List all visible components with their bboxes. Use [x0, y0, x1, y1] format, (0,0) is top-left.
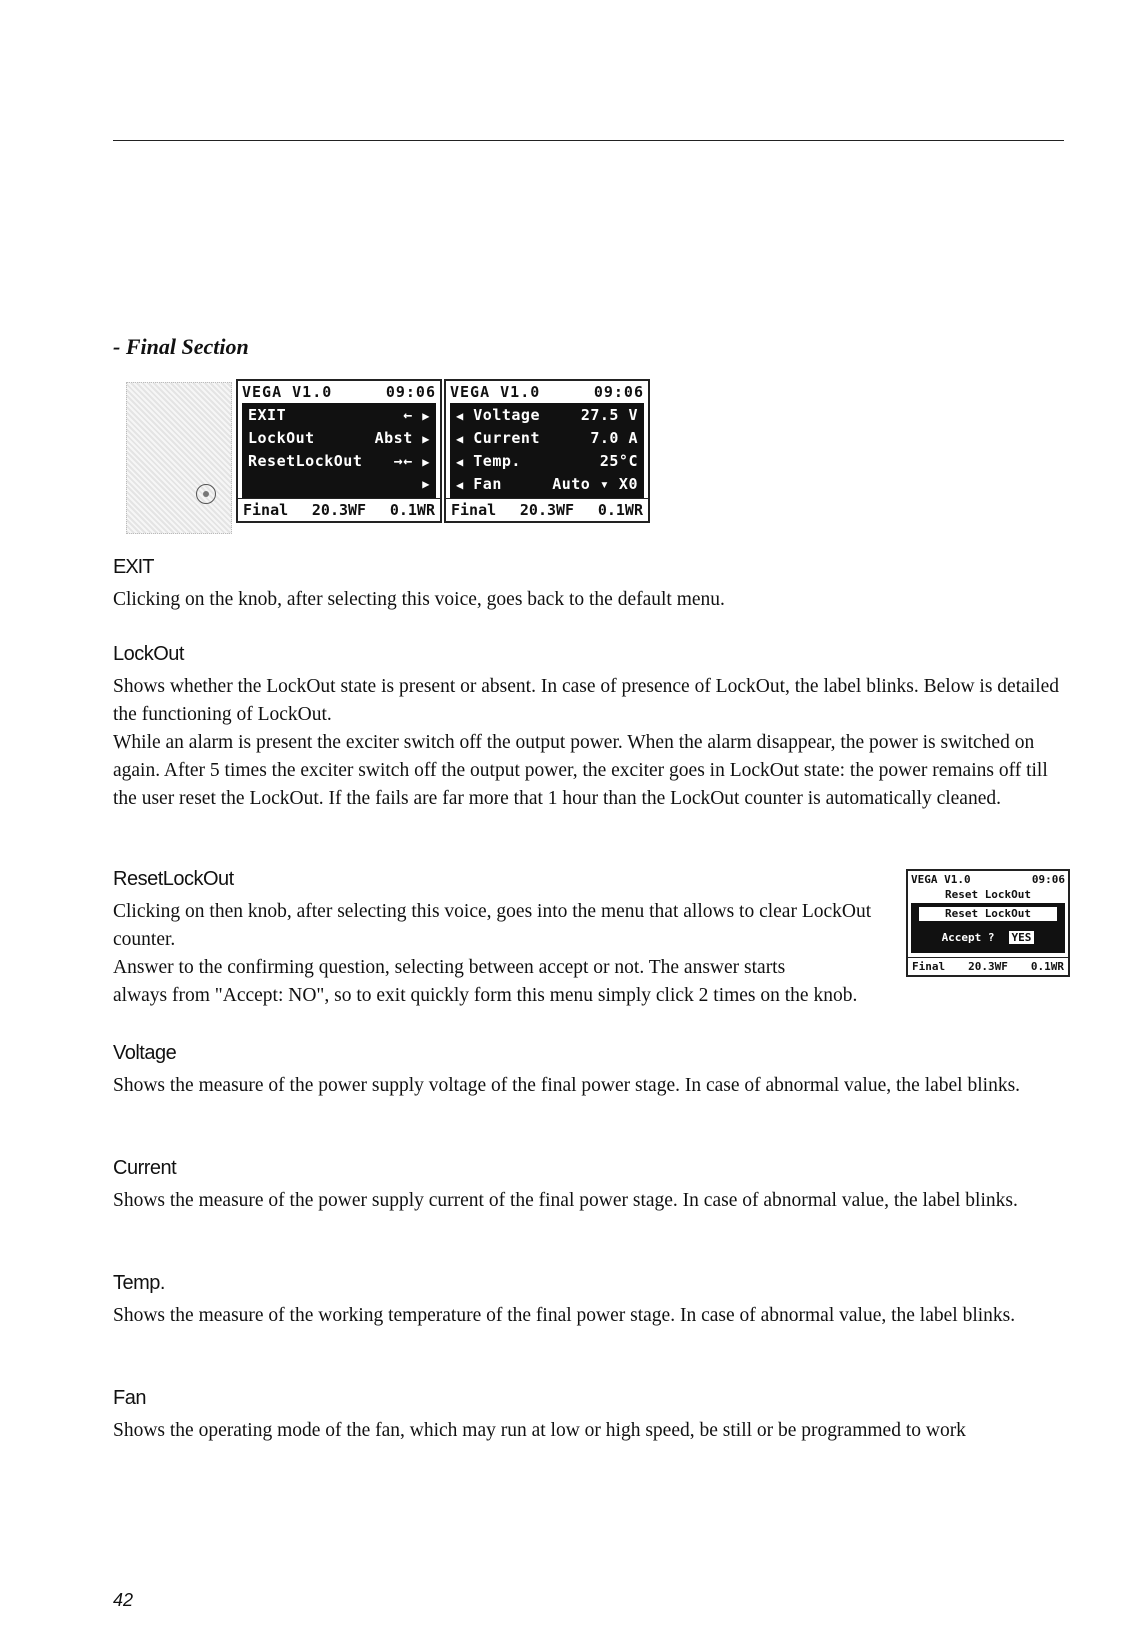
- right-arrow-icon: ▶: [422, 476, 430, 491]
- left-arrow-icon: ◀: [456, 408, 464, 423]
- page-number: 42: [113, 1590, 134, 1610]
- lcd-menu-item-fan: ◀ Fan Auto ▾ X0: [456, 474, 638, 493]
- heading-voltage: Voltage: [113, 1042, 177, 1064]
- lcd-menu-item-exit: EXIT ← ▶: [248, 405, 430, 424]
- heading-lockout: LockOut: [113, 643, 184, 665]
- knob-icon: [196, 484, 216, 504]
- lcd-menu-item-current: ◀ Current 7.0 A: [456, 428, 638, 447]
- lcd-screen-reset-lockout: [906, 869, 1070, 977]
- right-arrow-icon: ▶: [422, 431, 430, 446]
- lcd-header-title: VEGA V1.0: [242, 383, 333, 401]
- text-lockout-1: Shows whether the LockOut state is present or absent. In case of presence of LockOut, the label blinks. Below is detailed the functioning of LockOut.: [113, 676, 1060, 725]
- text-resetlockout-2: Answer to the confirming question, selecting between accept or not. The answer starts: [113, 957, 786, 978]
- lcd-header-time: 09:06: [385, 383, 436, 401]
- lcd-footer-label: Final: [243, 501, 289, 519]
- lcd-footer-reflected: 0.1WR: [389, 501, 435, 519]
- lcd-footer-forward: 20.3WF: [519, 501, 575, 519]
- lcd-header-title: VEGA V1.0: [911, 873, 971, 886]
- text-resetlockout-3: always from "Accept: NO", so to exit quickly form this menu simply click 2 times on the knob.: [113, 985, 858, 1006]
- heading-resetlockout: ResetLockOut: [113, 868, 234, 890]
- left-arrow-icon: ◀: [456, 431, 464, 446]
- lcd-subtitle: Reset LockOut: [944, 888, 1032, 901]
- lcd-footer-forward: 20.3WF: [311, 501, 367, 519]
- lcd-footer-reflected: 0.1WR: [597, 501, 643, 519]
- lcd-menu-item-temp: ◀ Temp. 25°C: [456, 451, 638, 470]
- lcd-screen-final-menu: [236, 379, 442, 523]
- lcd-menu-item-empty: [242, 472, 436, 495]
- heading-fan: Fan: [113, 1387, 146, 1409]
- lcd-question: Accept ?: [941, 931, 995, 944]
- lcd-footer-label: Final: [451, 501, 497, 519]
- right-arrow-icon: ▶: [422, 408, 430, 423]
- text-current: Shows the measure of the power supply current of the final power stage. In case of abnormal value, the label blinks.: [113, 1190, 1018, 1211]
- lcd-highlight: Reset LockOut: [919, 907, 1057, 921]
- text-temp: Shows the measure of the working temperature of the final power stage. In case of abnormal value, the label blinks.: [113, 1305, 1016, 1326]
- lcd-menu-item-lockout: LockOut Abst ▶: [248, 428, 430, 447]
- lcd-footer-label: Final: [912, 960, 946, 973]
- lcd-screen-final-measures: [444, 379, 650, 523]
- heading-temp: Temp.: [113, 1272, 165, 1294]
- text-fan: Shows the operating mode of the fan, which may run at low or high speed, be still or be programmed to work: [113, 1420, 966, 1441]
- header-rule: [113, 140, 1064, 141]
- text-lockout-2: While an alarm is present the exciter switch off the output power. When the alarm disappear, the power is switched on again. After 5 times the exciter switch off the output power, the exciter goes in LockOut state: the power remains off till the user reset the LockOut. If the fails are far more that 1 hour than the LockOut counter is automatically cleaned.: [113, 732, 1048, 809]
- lcd-answer: YES: [1009, 931, 1035, 944]
- text-resetlockout-1: Clicking on then knob, after selecting this voice, goes into the menu that allows to clear LockOut counter.: [113, 901, 872, 950]
- text-exit: Clicking on the knob, after selecting this voice, goes back to the default menu.: [113, 589, 725, 610]
- text-voltage: Shows the measure of the power supply voltage of the final power stage. In case of abnormal value, the label blinks.: [113, 1075, 1021, 1096]
- section-title: - Final Section: [113, 334, 249, 359]
- front-panel-illustration: [126, 382, 232, 534]
- left-arrow-icon: ◀: [456, 477, 464, 492]
- lcd-header-title: VEGA V1.0: [450, 383, 541, 401]
- left-arrow-icon: ◀: [456, 454, 464, 469]
- lcd-footer-reflected: 0.1WR: [1030, 960, 1064, 973]
- lcd-header-time: 09:06: [593, 383, 644, 401]
- heading-exit: EXIT: [113, 556, 154, 578]
- lcd-menu-item-voltage: ◀ Voltage 27.5 V: [456, 405, 638, 424]
- right-arrow-icon: ▶: [422, 454, 430, 469]
- lcd-header-time: 09:06: [1031, 873, 1065, 886]
- lcd-menu-item-resetlockout: ResetLockOut →← ▶: [248, 451, 430, 470]
- lcd-footer-forward: 20.3WF: [968, 960, 1008, 973]
- heading-current: Current: [113, 1157, 177, 1179]
